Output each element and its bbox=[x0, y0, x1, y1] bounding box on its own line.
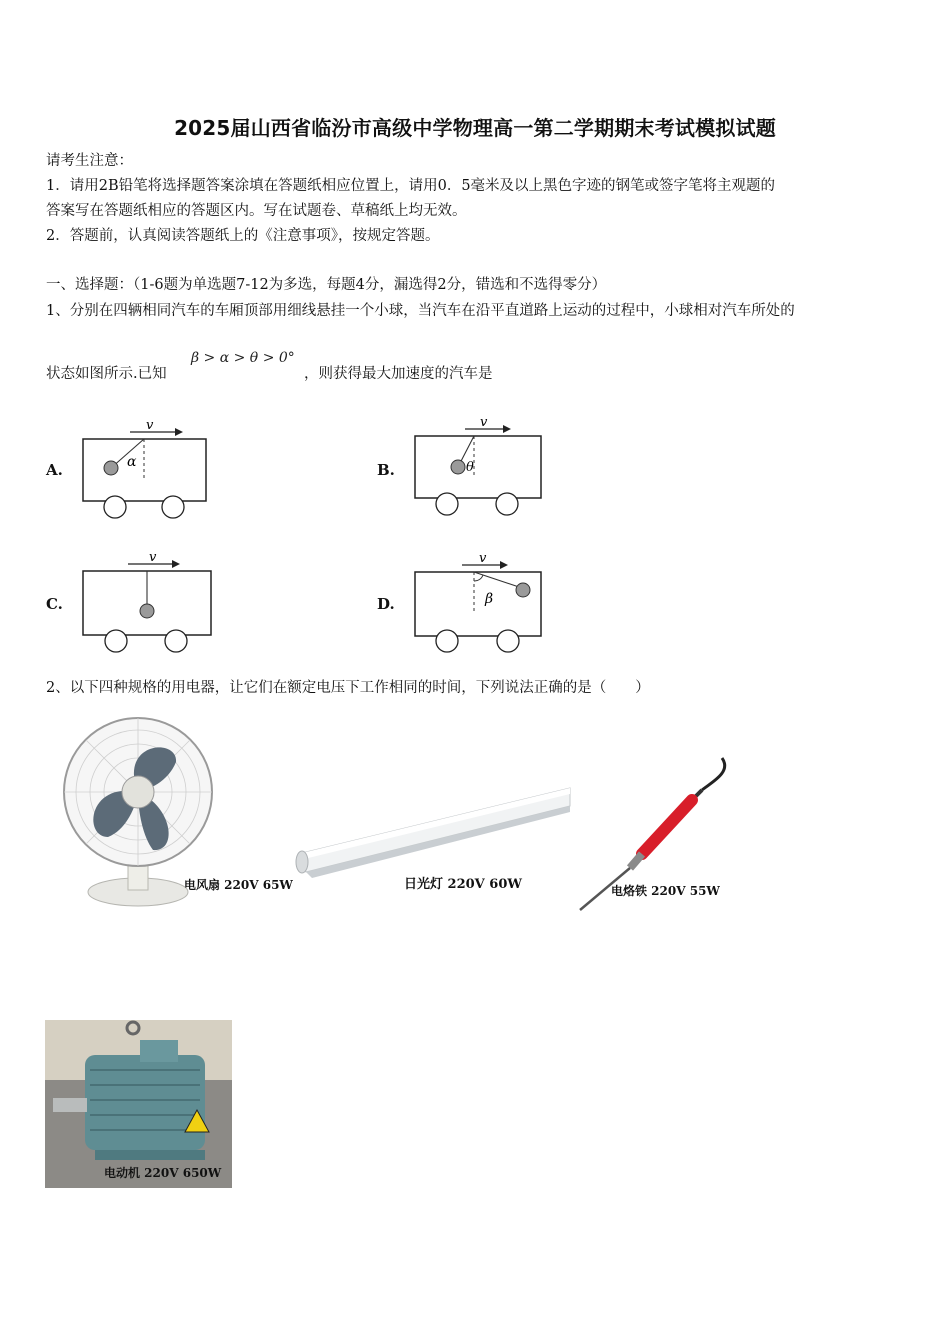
option-d-label: D. bbox=[377, 595, 395, 613]
lamp-caption: 日光灯 220V 60W bbox=[404, 877, 522, 892]
angle-label: β bbox=[485, 591, 494, 607]
velocity-label: v bbox=[146, 418, 154, 433]
wheel-rear bbox=[436, 493, 458, 515]
section-heading: 一、选择题：（1-6题为单选题7-12为多选，每题4分，漏选得2分，错选和不选得零分） bbox=[46, 277, 607, 293]
wheel-rear bbox=[105, 630, 127, 652]
q1-stem-line-1: 1、分别在四辆相同汽车的车厢顶部用细线悬挂一个小球，当汽车在沿平直道路上运动的过程中，小球相对汽车所处的 bbox=[46, 303, 795, 319]
iron-cord bbox=[702, 758, 725, 790]
wheel-front bbox=[497, 630, 519, 652]
velocity-arrowhead bbox=[172, 560, 180, 568]
option-b-label: B. bbox=[377, 461, 395, 479]
q2-stem: 2、以下四种规格的用电器，让它们在额定电压下工作相同的时间，下列说法正确的是（ ） bbox=[46, 680, 650, 696]
velocity-arrowhead bbox=[503, 425, 511, 433]
page-title: 2025届山西省临汾市高级中学物理高一第二学期期末考试模拟试题 bbox=[174, 116, 776, 140]
option-d-car-diagram bbox=[412, 548, 544, 656]
wheel-front bbox=[162, 496, 184, 518]
velocity-arrowhead bbox=[500, 561, 508, 569]
q1-stem-suffix: ，则获得最大加速度的汽车是 bbox=[304, 366, 493, 382]
velocity-arrowhead bbox=[175, 428, 183, 436]
notice-heading: 请考生注意： bbox=[46, 153, 133, 169]
lamp-end-cap bbox=[296, 851, 308, 873]
wheel-front bbox=[496, 493, 518, 515]
ball bbox=[516, 583, 530, 597]
string bbox=[474, 572, 522, 588]
option-a-car-diagram bbox=[80, 415, 212, 521]
wheel-front bbox=[165, 630, 187, 652]
q1-formula: β > α > θ > 0° bbox=[191, 350, 295, 366]
fan-hub bbox=[122, 776, 154, 808]
angle-arc bbox=[474, 575, 483, 581]
velocity-label: v bbox=[480, 415, 488, 430]
motor-feet bbox=[95, 1150, 205, 1160]
motor-caption: 电动机 220V 650W bbox=[104, 1166, 222, 1180]
option-b-car-diagram bbox=[412, 412, 544, 520]
notice-line-1b: 答案写在答题纸相应的答题区内。写在试题卷、草稿纸上均无效。 bbox=[46, 203, 467, 219]
ball bbox=[140, 604, 154, 618]
wheel-rear bbox=[104, 496, 126, 518]
option-c-car-diagram bbox=[80, 548, 214, 656]
angle-label: θ bbox=[466, 460, 474, 475]
notice-line-1: 1．请用2B铅笔将选择题答案涂填在答题纸相应位置上，请用0．5毫米及以上黑色字迹的钢笔或签字笔将主观题的 bbox=[46, 178, 776, 194]
car-body bbox=[415, 436, 541, 498]
option-c-label: C. bbox=[46, 595, 63, 613]
wheel-rear bbox=[436, 630, 458, 652]
ball bbox=[451, 460, 465, 474]
electric-motor-image bbox=[45, 1020, 232, 1188]
motor-photo bbox=[45, 1020, 232, 1188]
iron-handle bbox=[642, 800, 692, 854]
ball bbox=[104, 461, 118, 475]
option-a-label: A. bbox=[46, 461, 63, 479]
iron-collar bbox=[630, 854, 642, 868]
angle-label: α bbox=[127, 454, 137, 470]
soldering-iron-caption: 电烙铁 220V 55W bbox=[611, 884, 720, 898]
terminal-box bbox=[140, 1040, 178, 1062]
velocity-label: v bbox=[479, 551, 487, 566]
fluorescent-lamp-image bbox=[292, 782, 572, 882]
motor-shaft bbox=[53, 1098, 87, 1112]
car-body bbox=[415, 572, 541, 636]
q1-stem-prefix: 状态如图所示.已知 bbox=[46, 366, 167, 382]
velocity-label: v bbox=[149, 550, 157, 565]
lamp-highlight bbox=[298, 788, 570, 860]
notice-line-2: 2．答题前，认真阅读答题纸上的《注意事项》，按规定答题。 bbox=[46, 228, 440, 244]
fan-caption: 电风扇 220V 65W bbox=[184, 878, 293, 892]
